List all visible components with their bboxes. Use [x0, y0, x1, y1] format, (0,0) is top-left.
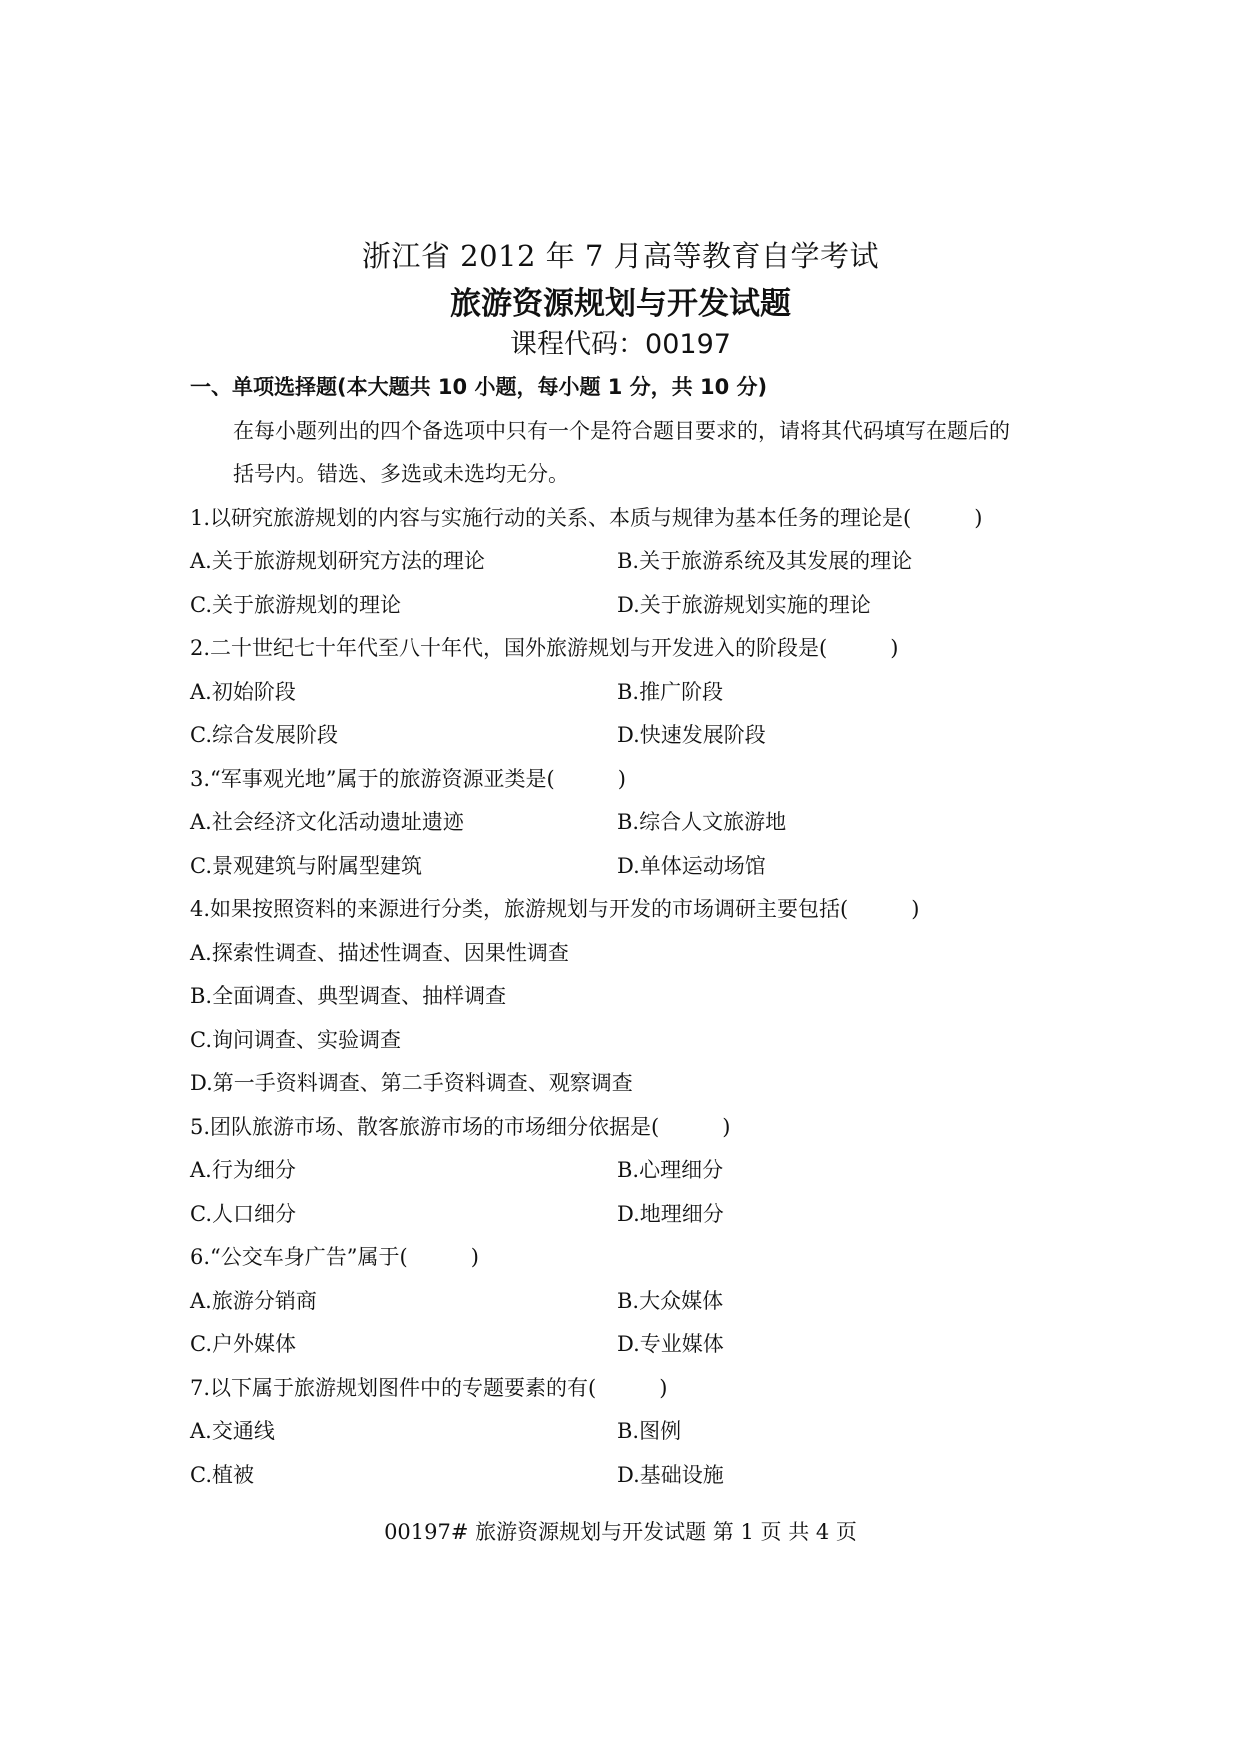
question-option: D.第一手资料调查、第二手资料调查、观察调查	[190, 1071, 633, 1095]
paper-title: 旅游资源规划与开发试题	[450, 286, 791, 322]
question-option: A.探索性调查、描述性调查、因果性调查	[190, 941, 569, 965]
question-option: D.快速发展阶段	[617, 723, 766, 747]
question-option: A.旅游分销商	[190, 1289, 317, 1313]
course-code: 课程代码：00197	[510, 329, 731, 360]
question-stem: 3.“军事观光地”属于的旅游资源亚类是( )	[190, 767, 626, 791]
section-instruction: 括号内。错选、多选或未选均无分。	[233, 462, 569, 486]
question-stem: 2.二十世纪七十年代至八十年代，国外旅游规划与开发进入的阶段是( )	[190, 636, 899, 660]
section-instruction: 在每小题列出的四个备选项中只有一个是符合题目要求的，请将其代码填写在题后的	[233, 419, 1010, 443]
question-option: C.植被	[190, 1463, 254, 1487]
question-option: A.交通线	[190, 1419, 275, 1443]
question-option: B.综合人文旅游地	[617, 810, 787, 834]
question-stem: 1.以研究旅游规划的内容与实施行动的关系、本质与规律为基本任务的理论是( )	[190, 506, 983, 530]
section-heading: 一、单项选择题(本大题共 10 小题，每小题 1 分，共 10 分)	[190, 375, 768, 399]
question-option: B.推广阶段	[617, 680, 724, 704]
question-option: B.图例	[617, 1419, 682, 1443]
page-footer: 00197# 旅游资源规划与开发试题 第 1 页 共 4 页	[384, 1520, 857, 1544]
question-stem: 4.如果按照资料的来源进行分类，旅游规划与开发的市场调研主要包括( )	[190, 897, 920, 921]
question-stem: 6.“公交车身广告”属于( )	[190, 1245, 479, 1269]
question-option: C.人口细分	[190, 1202, 296, 1226]
question-option: D.基础设施	[617, 1463, 724, 1487]
question-option: A.社会经济文化活动遗址遗迹	[190, 810, 464, 834]
question-option: A.关于旅游规划研究方法的理论	[190, 549, 485, 573]
question-option: B.心理细分	[617, 1158, 724, 1182]
question-stem: 5.团队旅游市场、散客旅游市场的市场细分依据是( )	[190, 1115, 731, 1139]
question-option: C.综合发展阶段	[190, 723, 338, 747]
question-option: B.大众媒体	[617, 1289, 724, 1313]
question-option: A.行为细分	[190, 1158, 296, 1182]
question-option: A.初始阶段	[190, 680, 296, 704]
question-stem: 7.以下属于旅游规划图件中的专题要素的有( )	[190, 1376, 668, 1400]
question-option: D.单体运动场馆	[617, 854, 766, 878]
question-option: C.询问调查、实验调查	[190, 1028, 401, 1052]
exam-title: 浙江省 2012 年 7 月高等教育自学考试	[361, 239, 880, 273]
question-option: C.户外媒体	[190, 1332, 296, 1356]
question-option: B.关于旅游系统及其发展的理论	[617, 549, 913, 573]
question-option: B.全面调查、典型调查、抽样调查	[190, 984, 507, 1008]
question-option: D.专业媒体	[617, 1332, 724, 1356]
question-option: D.关于旅游规划实施的理论	[617, 593, 871, 617]
question-option: C.景观建筑与附属型建筑	[190, 854, 422, 878]
question-option: C.关于旅游规划的理论	[190, 593, 401, 617]
question-option: D.地理细分	[617, 1202, 724, 1226]
